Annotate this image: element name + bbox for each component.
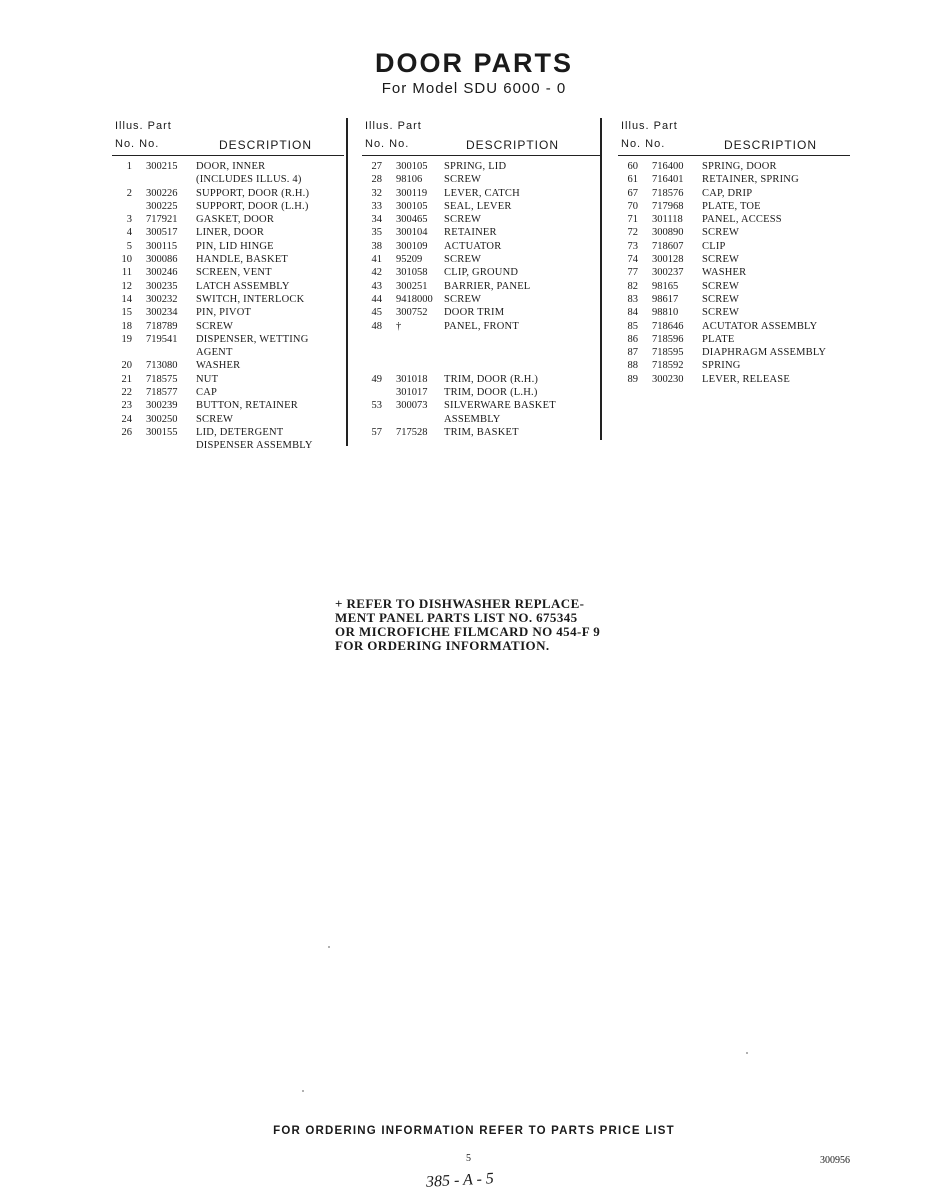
parts-row [112,266,344,279]
illus-number: 1 [126,161,132,172]
scan-speck [302,1090,304,1092]
illus-number: 88 [627,360,638,372]
footnote-line: + REFER TO DISHWASHER REPLACE- [335,596,585,611]
parts-column-3 [618,118,850,386]
illus-number: 45 [371,307,382,319]
illus-number: 85 [627,320,638,332]
column-divider [600,118,602,440]
illus-number: 12 [121,280,132,292]
part-number: 301017 [396,387,428,399]
illus-part-heading: Illus. Part [115,120,172,132]
header-rule [112,155,344,156]
part-description: TRIM, DOOR (L.H.) [444,387,538,399]
part-number: 716401 [652,174,684,186]
parts-row [112,280,344,293]
parts-row [618,160,850,173]
part-description: PANEL, FRONT [444,320,519,332]
part-description: PIN, LID HINGE [196,240,274,252]
part-number: 718607 [652,240,684,252]
column-header [618,118,850,156]
part-number: 300119 [396,187,428,199]
illus-part-heading: Illus. Part [365,120,422,132]
part-number: 718595 [652,347,684,359]
part-description: SCREW [702,293,740,305]
illus-number: 53 [371,400,382,412]
part-description: PANEL, ACCESS [702,214,782,226]
part-description: CAP, DRIP [702,187,753,199]
scan-speck [328,946,330,948]
illus-number: 74 [627,254,638,266]
illus-number: 19 [121,333,132,345]
parts-rows [618,160,850,386]
part-number: 717528 [396,426,428,438]
part-number: 300230 [652,373,684,385]
part-description: SPRING, DOOR [702,161,777,172]
illus-number: 72 [627,227,638,239]
illus-number: 82 [627,280,638,292]
illus-number: 86 [627,333,638,345]
parts-row [362,187,602,200]
part-description: LEVER, RELEASE [702,373,790,385]
part-number: 300115 [146,240,178,252]
part-description: DIAPHRAGM ASSEMBLY [702,347,827,359]
page-number: 5 [466,1153,471,1164]
part-number: 300128 [652,254,684,266]
ordering-note: FOR ORDERING INFORMATION REFER TO PARTS PRICE LIST [273,1125,675,1137]
illus-number: 87 [627,347,638,359]
part-number: 713080 [146,360,178,372]
parts-row [112,213,344,226]
column-header [112,118,344,156]
part-description: RETAINER, SPRING [702,174,799,186]
part-number: 300073 [396,400,428,412]
illus-number: 43 [371,280,382,292]
parts-row [618,266,850,279]
part-number: 300251 [396,280,428,292]
part-description: SCREW [702,254,740,266]
part-description: TRIM, DOOR (R.H.) [444,373,539,385]
part-description: SCREW [702,307,740,319]
part-description: SPRING, LID [444,161,507,172]
parts-row [362,359,602,372]
illus-number: 5 [126,240,132,252]
illus-number: 32 [371,187,382,199]
part-number: 717921 [146,214,178,226]
part-description: GASKET, DOOR [196,214,275,226]
part-number: 300234 [146,307,178,319]
part-number: 300465 [396,214,428,226]
illus-number: 67 [627,187,638,199]
illus-number: 83 [627,293,638,305]
illus-number: 26 [121,426,132,438]
illus-number: 21 [121,373,132,385]
parts-row [112,439,344,452]
part-description: SCREW [702,227,740,239]
part-number: 300105 [396,161,428,172]
parts-row [362,426,602,439]
part-number: 300239 [146,400,178,412]
part-number: 718592 [652,360,684,372]
parts-row [362,306,602,319]
parts-row [112,426,344,439]
parts-row [362,280,602,293]
part-number: 300155 [146,426,178,438]
parts-row [618,213,850,226]
part-description: LINER, DOOR [196,227,265,239]
part-description: PIN, PIVOT [196,307,252,319]
part-description: DISPENSER, WETTING [196,333,309,345]
part-number: 300890 [652,227,684,239]
part-number: 300086 [146,254,178,266]
part-number: 301118 [652,214,683,226]
illus-number: 4 [126,227,132,239]
parts-row [112,306,344,319]
part-number: 300226 [146,187,178,199]
part-number: 98165 [652,280,679,292]
parts-row [112,399,344,412]
document-number: 300956 [820,1155,850,1166]
parts-row [618,200,850,213]
parts-row [362,253,602,266]
part-description: LID, DETERGENT [196,426,284,438]
part-description: SCREW [196,413,234,425]
part-description: SEAL, LEVER [444,200,512,212]
part-description: ACTUATOR [444,240,502,252]
illus-number: 2 [126,187,132,199]
part-number: 718575 [146,373,178,385]
parts-row [112,240,344,253]
parts-rows [362,160,602,439]
description-heading: DESCRIPTION [724,138,818,152]
parts-row [618,373,850,386]
part-description: BARRIER, PANEL [444,280,531,292]
page-subtitle: For Model SDU 6000 - 0 [381,80,567,97]
part-description: RETAINER [444,227,497,239]
parts-row [112,413,344,426]
parts-row [112,173,344,186]
part-number: 300104 [396,227,428,239]
part-description: DISPENSER ASSEMBLY [196,440,313,452]
illus-number: 20 [121,360,132,372]
part-description: ASSEMBLY [444,413,501,425]
parts-column-2 [362,118,602,439]
description-heading: DESCRIPTION [219,138,313,152]
part-description: SCREW [444,174,482,186]
parts-row [618,173,850,186]
parts-row [618,333,850,346]
part-description: SCREEN, VENT [196,267,272,279]
part-description: SCREW [196,320,234,332]
part-description: DOOR, INNER [196,161,266,172]
illus-number: 73 [627,240,638,252]
parts-row [362,386,602,399]
part-description: HANDLE, BASKET [196,254,289,266]
parts-row [362,160,602,173]
part-number: 301018 [396,373,428,385]
part-number: 98810 [652,307,679,319]
part-number: 718577 [146,387,178,399]
parts-row [618,280,850,293]
part-number: 300237 [652,267,684,279]
parts-row [112,293,344,306]
part-description: SCREW [444,293,482,305]
part-description: WASHER [196,360,241,372]
part-number: 300246 [146,267,178,279]
parts-row [362,173,602,186]
illus-number: 41 [371,254,382,266]
illus-number: 22 [121,387,132,399]
illus-number: 89 [627,373,638,385]
part-description: SUPPORT, DOOR (L.H.) [196,200,309,212]
illus-number: 35 [371,227,382,239]
part-number: 98617 [652,293,679,305]
part-description: (INCLUDES ILLUS. 4) [196,174,302,186]
part-description: LEVER, CATCH [444,187,520,199]
part-description: SILVERWARE BASKET [444,400,556,412]
part-number: 718596 [652,333,684,345]
part-description: SPRING [702,360,741,372]
part-number: 717968 [652,200,684,212]
part-number: 300109 [396,240,428,252]
parts-row [618,226,850,239]
parts-row [362,399,602,412]
parts-row [112,226,344,239]
parts-row [362,200,602,213]
part-number: 300235 [146,280,178,292]
illus-number: 10 [121,254,132,266]
parts-row [112,200,344,213]
parts-row [362,333,602,346]
no-no-heading: No. No. [365,138,410,150]
illus-number: 34 [371,214,382,226]
part-number: 9418000 [396,293,433,305]
parts-row [618,306,850,319]
parts-row [618,359,850,372]
part-description: WASHER [702,267,747,279]
part-description: NUT [196,373,219,385]
part-description: LATCH ASSEMBLY [196,280,290,292]
part-number: 300250 [146,413,178,425]
part-number: 300752 [396,307,428,319]
illus-number: 42 [371,267,382,279]
part-number: 98106 [396,174,423,186]
part-number: 300517 [146,227,178,239]
part-number: 300225 [146,200,178,212]
handwritten-note: 385 - A - 5 [425,1170,495,1191]
parts-row [618,320,850,333]
parts-row [362,240,602,253]
part-description: CAP [196,387,218,399]
illus-number: 24 [121,413,132,425]
illus-number: 28 [371,174,382,186]
parts-row [618,293,850,306]
footnote-line: MENT PANEL PARTS LIST NO. 675345 [335,610,578,625]
parts-row [112,386,344,399]
parts-row [112,320,344,333]
illus-number: 23 [121,400,132,412]
part-number: 300105 [396,200,428,212]
part-description: PLATE [702,333,735,345]
column-header [362,118,602,156]
part-number: 718646 [652,320,684,332]
illus-part-heading: Illus. Part [621,120,678,132]
part-number: 300215 [146,161,178,172]
illus-number: 60 [627,161,638,172]
illus-number: 14 [121,293,132,305]
parts-row [362,226,602,239]
parts-row [362,413,602,426]
part-description: PLATE, TOE [702,200,761,212]
description-heading: DESCRIPTION [466,138,560,152]
part-number: 95209 [396,254,423,266]
illus-number: 70 [627,200,638,212]
illus-number: 27 [371,161,382,172]
parts-rows [112,160,344,453]
illus-number: 49 [371,373,382,385]
no-no-heading: No. No. [115,138,160,150]
header-rule [362,155,602,156]
parts-row [112,359,344,372]
part-number: 300232 [146,293,178,305]
part-number: 716400 [652,161,684,172]
illus-number: 18 [121,320,132,332]
scan-speck [746,1052,748,1054]
part-description: ACUTATOR ASSEMBLY [702,320,818,332]
footnote-line: OR MICROFICHE FILMCARD NO 454-F 9 [335,624,601,639]
part-description: SCREW [444,214,482,226]
column-divider [346,118,348,446]
illus-number: 71 [627,214,638,226]
parts-row [362,213,602,226]
part-description: CLIP [702,240,726,252]
part-description: SWITCH, INTERLOCK [196,293,305,305]
illus-number: 61 [627,174,638,186]
illus-number: 57 [371,426,382,438]
part-number: † [396,320,402,332]
illus-number: 15 [121,307,132,319]
illus-number: 11 [121,267,132,279]
illus-number: 44 [371,293,382,305]
parts-column-1 [112,118,344,453]
parts-row [112,253,344,266]
part-number: 718576 [652,187,684,199]
parts-row [618,253,850,266]
parts-row [618,187,850,200]
parts-row [112,187,344,200]
part-description: BUTTON, RETAINER [196,400,298,412]
parts-row [362,293,602,306]
parts-row [112,373,344,386]
illus-number: 33 [371,200,382,212]
no-no-heading: No. No. [621,138,666,150]
part-number: 718789 [146,320,178,332]
parts-row [618,346,850,359]
illus-number: 77 [627,267,638,279]
illus-number: 38 [371,240,382,252]
part-description: CLIP, GROUND [444,267,519,279]
part-description: TRIM, BASKET [444,426,519,438]
parts-row [362,266,602,279]
illus-number: 3 [126,214,132,226]
parts-row [362,373,602,386]
parts-row [618,240,850,253]
parts-row [362,320,602,333]
illus-number: 84 [627,307,638,319]
part-number: 301058 [396,267,428,279]
parts-row [112,333,344,346]
part-description: SCREW [444,254,482,266]
replacement-panel-footnote [335,597,600,653]
part-description: SUPPORT, DOOR (R.H.) [196,187,310,199]
parts-row [362,346,602,359]
footnote-line: FOR ORDERING INFORMATION. [335,638,550,653]
parts-row [112,346,344,359]
part-description: DOOR TRIM [444,307,505,319]
illus-number: 48 [371,320,382,332]
part-description: AGENT [196,347,233,359]
page-title: DOOR PARTS [374,48,573,78]
part-description: SCREW [702,280,740,292]
part-number: 719541 [146,333,178,345]
header-rule [618,155,850,156]
parts-row [112,160,344,173]
